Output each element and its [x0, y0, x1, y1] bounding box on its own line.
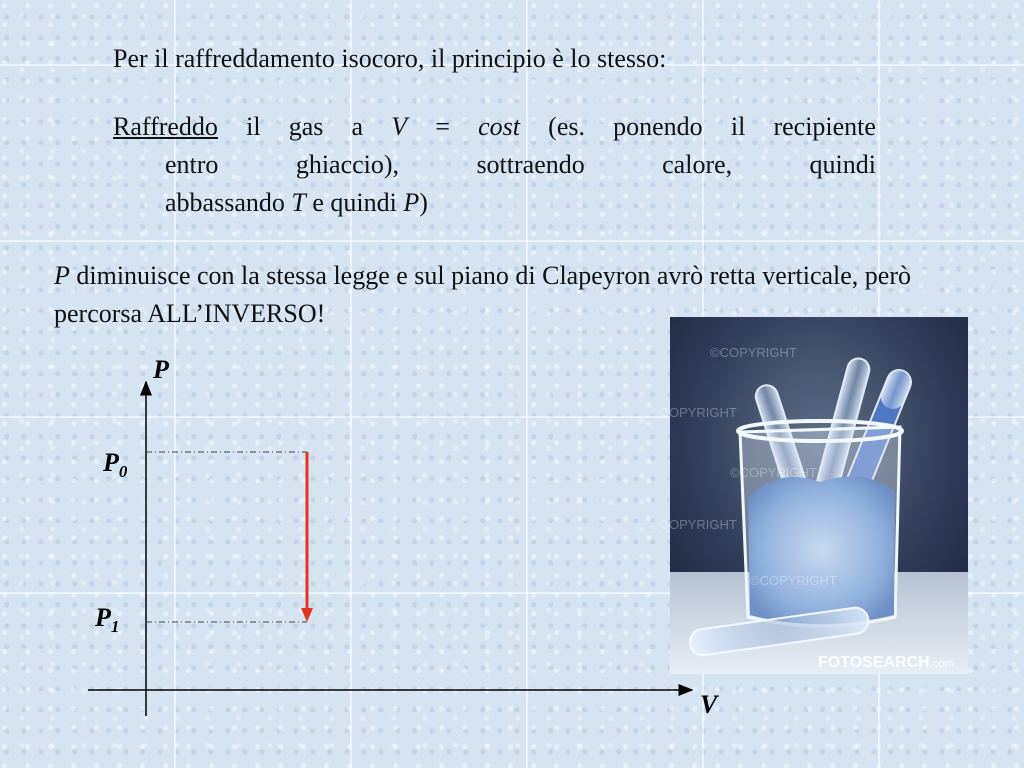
- step-text: abbassando: [165, 188, 292, 217]
- watermark: ©COPYRIGHT: [750, 573, 837, 588]
- step-word: ponendo: [613, 112, 703, 141]
- step-word: a: [351, 112, 364, 141]
- conclusion-text: diminuisce con la stessa legge e sul piano di Clapeyron avrò retta verticale, però percorsa ALL’INVERSO!: [54, 261, 911, 328]
- y-axis-label: P: [153, 355, 169, 384]
- watermark: ©COPYRIGHT: [650, 405, 737, 420]
- step-word: il: [246, 112, 261, 141]
- step-word: gas: [288, 112, 324, 141]
- equals-sign: =: [435, 112, 450, 141]
- watermark: ©COPYRIGHT: [650, 517, 737, 532]
- isochoric-arrow-head: [301, 608, 313, 622]
- intro-line: Per il raffreddamento isocoro, il principio è lo stesso:: [113, 44, 667, 73]
- p0-label: $P_0$: [103, 448, 128, 481]
- step-text: ): [419, 188, 428, 217]
- step-word: sottraendo: [476, 150, 585, 179]
- step-word: (es.: [548, 112, 585, 141]
- temperature-symbol: T: [291, 188, 306, 217]
- step-word: il: [730, 112, 746, 141]
- step-word: quindi: [809, 150, 876, 179]
- step-word: ghiaccio),: [295, 150, 400, 179]
- p1-label: $P_1$: [95, 603, 120, 636]
- volume-symbol: V: [391, 112, 408, 141]
- step-text: e quindi: [305, 188, 404, 217]
- step-word: recipiente: [773, 112, 876, 141]
- step-verb: Raffreddo: [113, 112, 218, 141]
- pressure-symbol: P: [54, 261, 70, 290]
- step-word: calore,: [662, 150, 733, 179]
- fotosearch-logo: FOTOSEARCH.com: [818, 654, 954, 671]
- watermark: ©COPYRIGHT: [730, 465, 817, 480]
- step-word: entro: [165, 150, 219, 179]
- pressure-symbol: P: [403, 188, 420, 217]
- cost-word: cost: [478, 112, 520, 141]
- x-axis-label: V: [700, 690, 718, 719]
- watermark: ©COPYRIGHT: [710, 345, 797, 360]
